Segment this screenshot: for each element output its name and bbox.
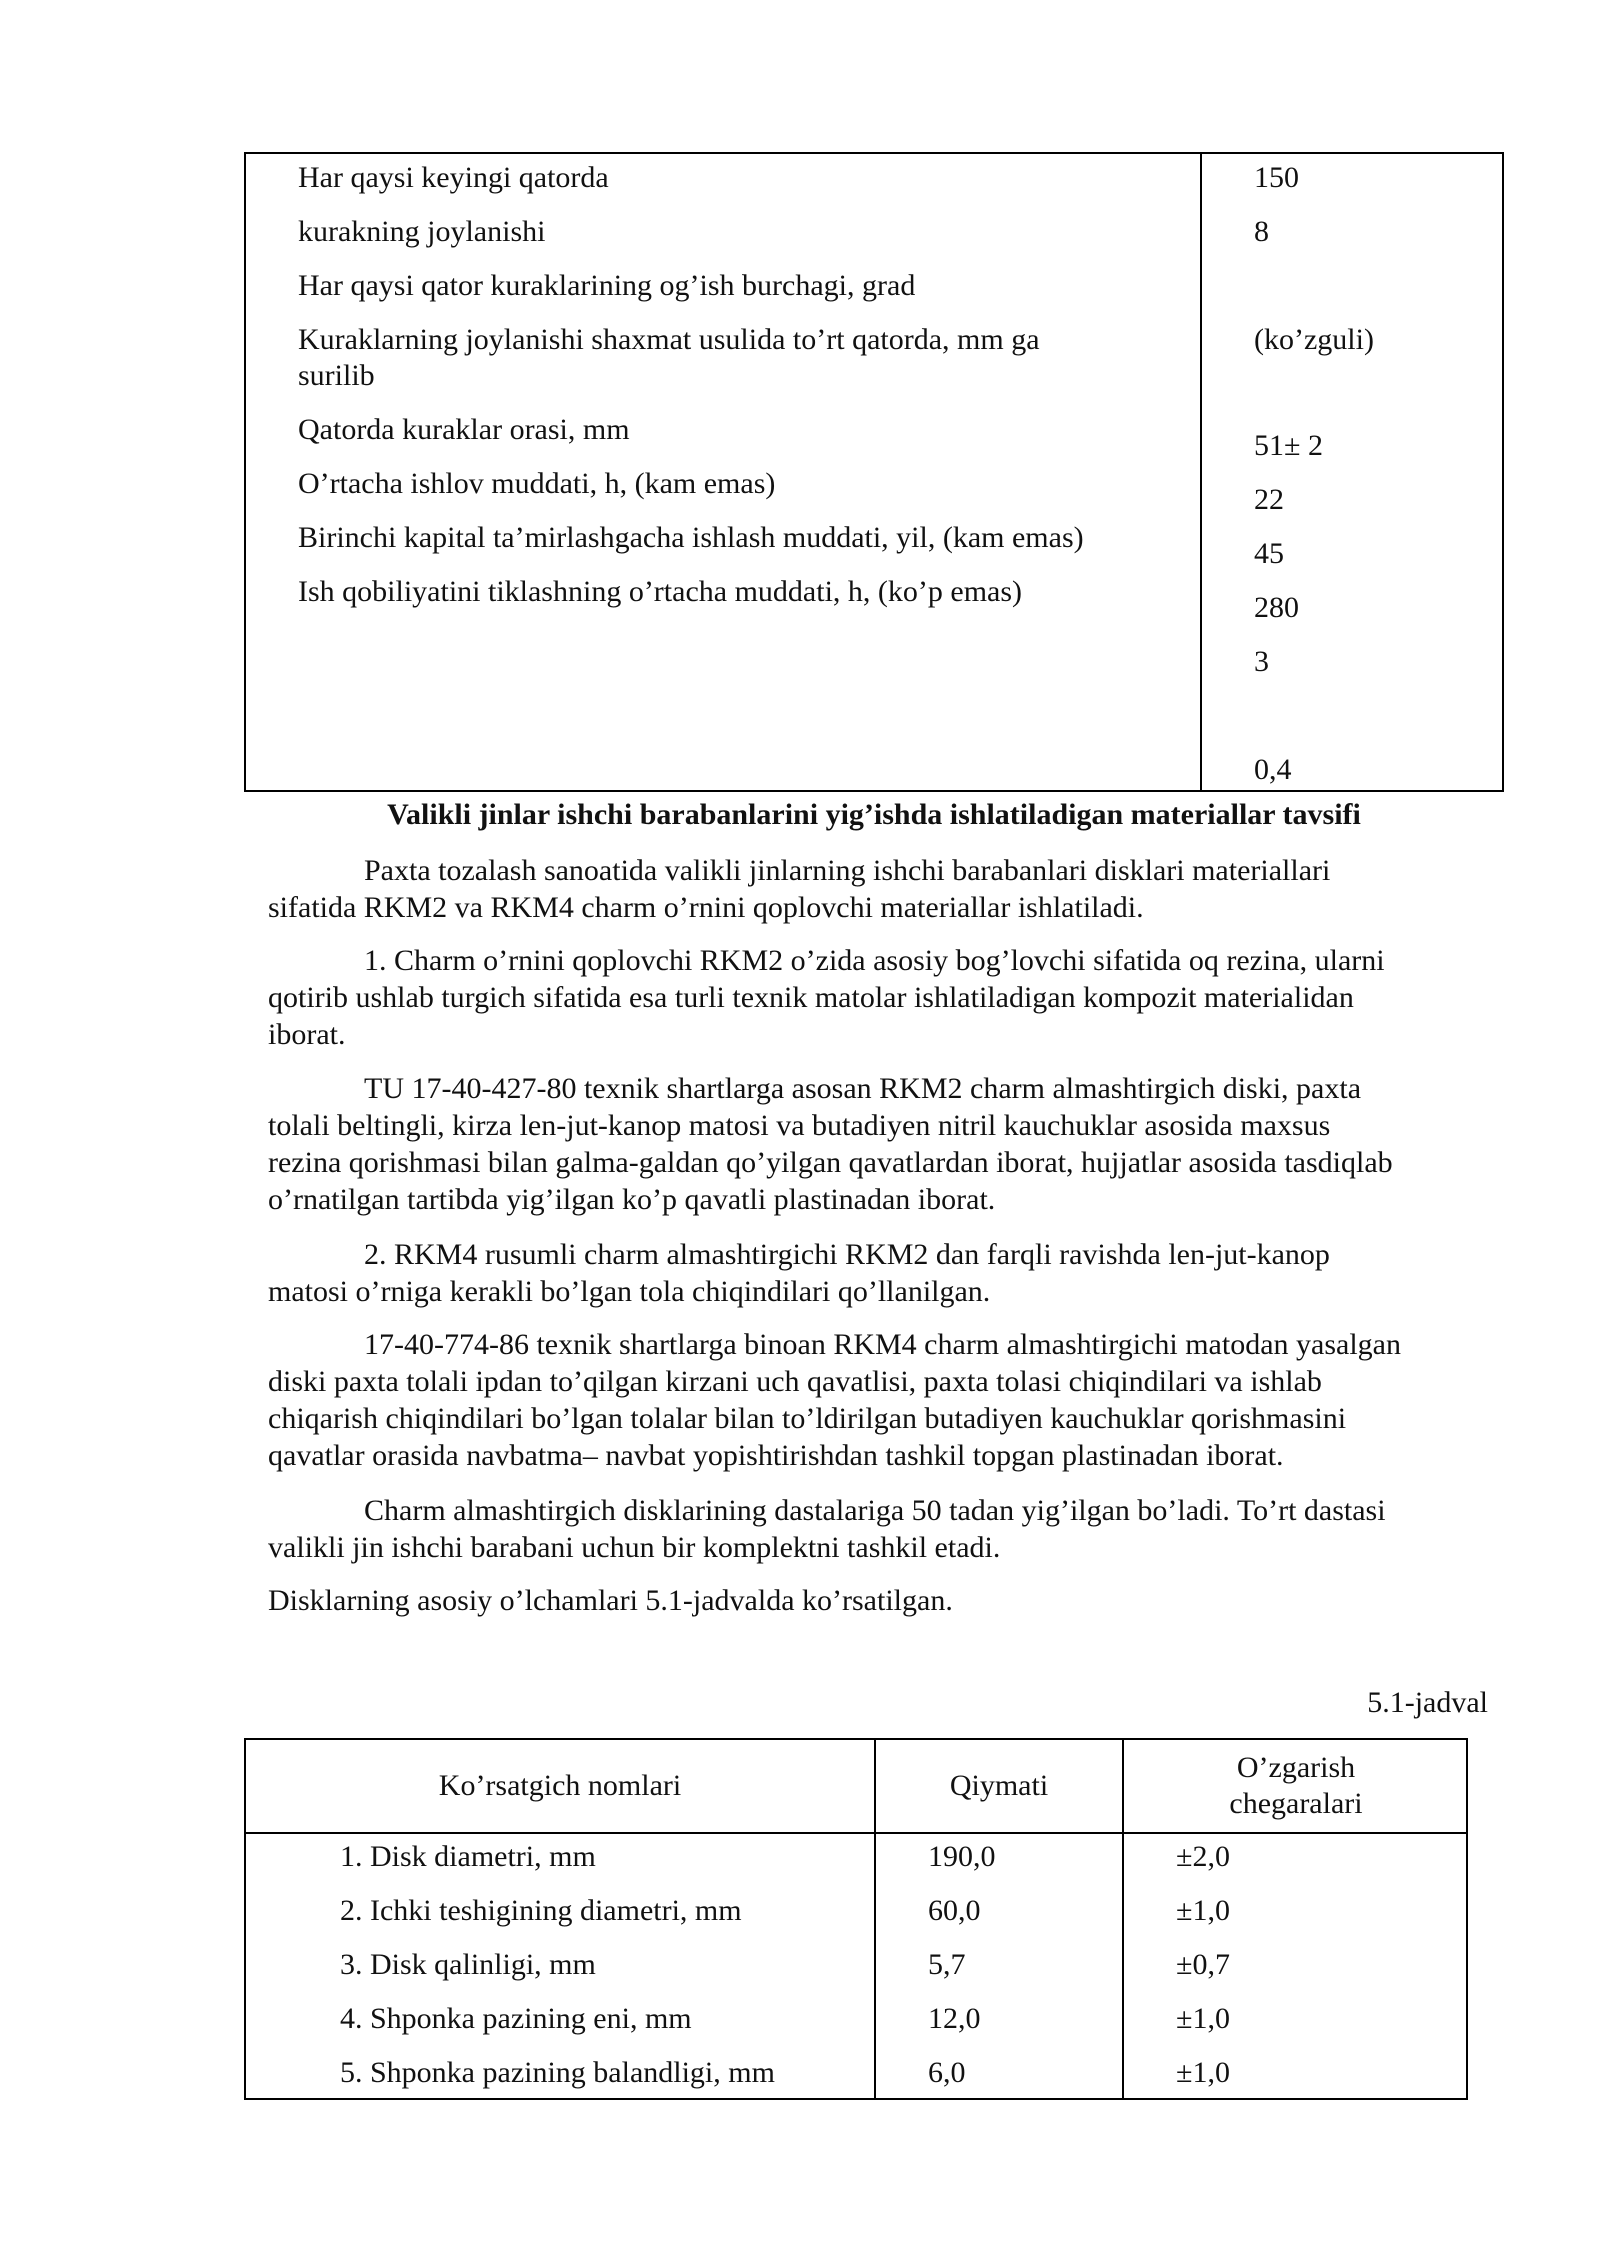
specs-labels-column bbox=[246, 154, 1200, 790]
table-cell: 3. Disk qalinligi, mm bbox=[340, 1948, 596, 1981]
paragraph-line: tolali beltingli, kirza len-jut-kanop matosi va butadiyen nitril kauchuklar asosida maxsus bbox=[268, 1109, 1331, 1142]
table-cell: ±2,0 bbox=[1176, 1840, 1230, 1873]
spec-label: O’rtacha ishlov muddati, h, (kam emas) bbox=[298, 467, 776, 500]
paragraph-line: Disklarning asosiy o’lchamlari 5.1-jadvalda ko’rsatilgan. bbox=[268, 1584, 953, 1617]
paragraph-line: valikli jin ishchi barabani uchun bir komplektni tashkil etadi. bbox=[268, 1531, 1001, 1564]
spec-label: Har qaysi qator kuraklarining og’ish burchagi, grad bbox=[298, 269, 916, 302]
spec-value: 3 bbox=[1254, 645, 1269, 678]
column-header bbox=[246, 1740, 874, 1832]
spec-label: Qatorda kuraklar orasi, mm bbox=[298, 413, 630, 446]
spec-label: Birinchi kapital ta’mirlashgacha ishlash muddati, yil, (kam emas) bbox=[298, 521, 1084, 554]
column-header-label: Qiymati bbox=[949, 1769, 1049, 1802]
paragraph-line: qotirib ushlab turgich sifatida esa turli texnik matolar ishlatiladigan kompozit materialidan bbox=[268, 981, 1354, 1014]
paragraph-line: qavatlar orasida navbatma– navbat yopishtirishdan tashkil topgan plastinadan iborat. bbox=[268, 1439, 1284, 1472]
spec-value: 51± 2 bbox=[1254, 429, 1323, 462]
paragraph bbox=[268, 852, 1490, 926]
spec-label: Ish qobiliyatini tiklashning o’rtacha muddati, h, (ko’p emas) bbox=[298, 575, 1023, 608]
table-cell: ±1,0 bbox=[1176, 2056, 1230, 2089]
table-cell: 5,7 bbox=[928, 1948, 966, 1981]
spec-value: (ko’zguli) bbox=[1254, 323, 1374, 356]
spec-label: Har qaysi keyingi qatorda bbox=[298, 161, 609, 194]
paragraph-line: rezina qorishmasi bilan galma-galdan qo’yilgan qavatlardan iborat, hujjatlar asosida tasdiqlab bbox=[268, 1146, 1393, 1179]
paragraph-line: diski paxta tolali ipdan to’qilgan kirzani uch qavatlisi, paxta tolasi chiqindilari va ishlab bbox=[268, 1365, 1322, 1398]
table-cell: ±1,0 bbox=[1176, 1894, 1230, 1927]
paragraph-line: chiqarish chiqindilari bo’lgan tolalar bilan to’ldirilgan butadiyen kauchuklar qorishmasini bbox=[268, 1402, 1347, 1435]
spec-label: kurakning joylanishi bbox=[298, 215, 546, 248]
table-cell: 190,0 bbox=[928, 1840, 996, 1873]
paragraph bbox=[268, 1236, 1490, 1310]
paragraph-line: iborat. bbox=[268, 1018, 346, 1051]
paragraph-line: Paxta tozalash sanoatida valikli jinlarning ishchi barabanlari disklari materiallari bbox=[364, 854, 1331, 887]
table-cell: 2. Ichki teshigining diametri, mm bbox=[340, 1894, 742, 1927]
paragraph-line: 1. Charm o’rnini qoplovchi RKM2 o’zida asosiy bog’lovchi sifatida oq rezina, ularni bbox=[364, 944, 1385, 977]
paragraph bbox=[268, 1326, 1490, 1474]
table-cell: 12,0 bbox=[928, 2002, 981, 2035]
spec-value: 22 bbox=[1254, 483, 1284, 516]
paragraph-line: matosi o’rniga kerakli bo’lgan tola chiqindilari qo’llanilgan. bbox=[268, 1275, 991, 1308]
spec-value: 0,4 bbox=[1254, 753, 1292, 786]
paragraph-line: Charm almashtirgich disklarining dastalariga 50 tadan yig’ilgan bo’ladi. To’rt dastasi bbox=[364, 1494, 1386, 1527]
table-cell: 5. Shponka pazining balandligi, mm bbox=[340, 2056, 775, 2089]
paragraph-line: o’rnatilgan tartibda yig’ilgan ko’p qavatli plastinadan iborat. bbox=[268, 1183, 996, 1216]
specs-values-column bbox=[1202, 154, 1502, 790]
paragraph bbox=[268, 1582, 1490, 1619]
specs-table bbox=[244, 152, 1504, 792]
spec-value: 280 bbox=[1254, 591, 1299, 624]
spec-label: surilib bbox=[298, 359, 375, 392]
spec-value: 45 bbox=[1254, 537, 1284, 570]
spec-value: 150 bbox=[1254, 161, 1299, 194]
table-cell: ±0,7 bbox=[1176, 1948, 1230, 1981]
table-cell: 1. Disk diametri, mm bbox=[340, 1840, 596, 1873]
paragraph-line: TU 17-40-427-80 texnik shartlarga asosan RKM2 charm almashtirgich diski, paxta bbox=[364, 1072, 1362, 1105]
column-header bbox=[876, 1740, 1122, 1832]
column-header bbox=[1124, 1740, 1468, 1832]
table-cell: 4. Shponka pazining eni, mm bbox=[340, 2002, 692, 2035]
column-header-label: Ko’rsatgich nomlari bbox=[438, 1769, 682, 1802]
paragraph-line: sifatida RKM2 va RKM4 charm o’rnini qoplovchi materiallar ishlatiladi. bbox=[268, 891, 1144, 924]
table-cell: 6,0 bbox=[928, 2056, 966, 2089]
section-heading: Valikli jinlar ishchi barabanlarini yig’ishda ishlatiladigan materiallar tavsifi bbox=[387, 798, 1361, 831]
paragraph bbox=[268, 1492, 1490, 1566]
spec-label: Kuraklarning joylanishi shaxmat usulida to’rt qatorda, mm ga bbox=[298, 323, 1040, 356]
paragraph-line: 2. RKM4 rusumli charm almashtirgichi RKM2 dan farqli ravishda len-jut-kanop bbox=[364, 1238, 1330, 1271]
table-cell: ±1,0 bbox=[1176, 2002, 1230, 2035]
table-cell: 60,0 bbox=[928, 1894, 981, 1927]
paragraph-line: 17-40-774-86 texnik shartlarga binoan RKM4 charm almashtirgichi matodan yasalgan bbox=[364, 1328, 1401, 1361]
table-caption: 5.1-jadval bbox=[1367, 1686, 1488, 1719]
dimensions-table bbox=[244, 1738, 1468, 2100]
paragraph bbox=[268, 942, 1490, 1053]
column-header-label: O’zgarish chegaralari bbox=[1229, 1751, 1363, 1820]
spec-value: 8 bbox=[1254, 215, 1269, 248]
paragraph bbox=[268, 1070, 1490, 1218]
